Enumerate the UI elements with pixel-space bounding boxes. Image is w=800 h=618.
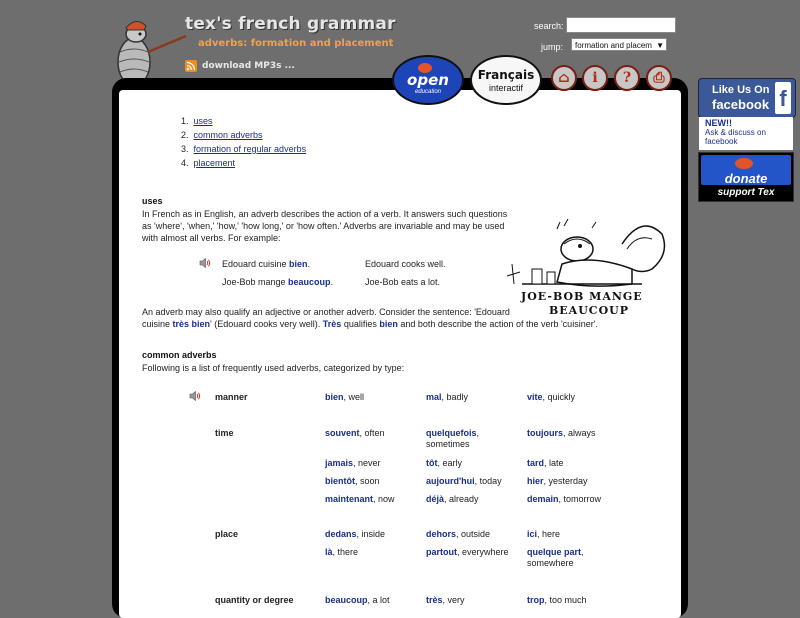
uses-paragraph: In French as in English, an adverb describes the action of a verb. It answers such questions as 'where', 'when,' 'how,' 'how long,' or 'how often.' Adverbs are invariable and may be used with almost all verbs. For example: xyxy=(142,209,508,243)
speaker-icon[interactable] xyxy=(199,258,211,268)
adverb-cell: ici, here xyxy=(527,529,561,539)
adverb-cell: beaucoup, a lot xyxy=(325,595,390,605)
adverb-cell: bien, well xyxy=(325,392,365,402)
adverb-cell: dehors, outside xyxy=(426,529,491,539)
toc-item: 1. uses xyxy=(181,116,213,126)
adverb-cell: dedans, inside xyxy=(325,529,386,539)
chevron-down-icon: ▼ xyxy=(656,41,664,50)
jump-select-value: formation and placem xyxy=(575,41,652,50)
adverb-cell: quelquefois, sometimes xyxy=(426,428,480,449)
facebook-like-button[interactable]: Like Us On facebook f xyxy=(698,78,796,118)
adverb-cell: déjà, already xyxy=(426,494,479,504)
category-manner: manner xyxy=(215,392,248,402)
toc-link-formation[interactable]: formation of regular adverbs xyxy=(193,144,307,154)
adverb-cell: trop, too much xyxy=(527,595,587,605)
example-fr: Edouard cuisine bien. xyxy=(222,259,311,269)
donate-button[interactable]: donate support Tex xyxy=(698,152,794,202)
adverb-cell: souvent, often xyxy=(325,428,385,438)
category-quantity: quantity or degree xyxy=(215,595,294,605)
new-badge: NEW!! xyxy=(705,118,732,128)
search-label: search: xyxy=(534,21,564,31)
home-icon[interactable]: ⌂ xyxy=(551,65,577,91)
adverb-cell: là, there xyxy=(325,547,359,557)
info-icon[interactable]: i xyxy=(582,65,608,91)
adverb-cell: très, very xyxy=(426,595,465,605)
toc-item: 4. placement xyxy=(181,158,236,168)
adverb-cell: hier, yesterday xyxy=(527,476,588,486)
search-input[interactable] xyxy=(566,17,676,33)
content-panel xyxy=(112,78,688,618)
adverb-cell: aujourd'hui, today xyxy=(426,476,502,486)
adverb-cell: bientôt, soon xyxy=(325,476,380,486)
category-place: place xyxy=(215,529,239,539)
adverb-cell: quelque part, somewhere xyxy=(527,547,584,568)
coerll-logo-icon xyxy=(735,158,753,169)
toc-item: 2. common adverbs xyxy=(181,130,263,140)
cartoon-caption: JOE-BOB MANGE xyxy=(521,290,643,303)
facebook-note-text: Ask & discuss on facebook xyxy=(705,128,766,146)
content-area xyxy=(119,90,681,618)
section-heading-common-adverbs: common adverbs xyxy=(142,350,217,360)
print-icon[interactable]: ⎙ xyxy=(646,65,672,91)
help-icon[interactable]: ? xyxy=(614,65,640,91)
adverb-cell: demain, tomorrow xyxy=(527,494,602,504)
adverb-cell: vite, quickly xyxy=(527,392,576,402)
toc-link-placement[interactable]: placement xyxy=(193,158,236,168)
open-education-badge[interactable]: open education xyxy=(392,55,464,105)
rss-icon[interactable] xyxy=(185,60,197,72)
jump-select[interactable] xyxy=(571,38,667,51)
jump-label: jump: xyxy=(541,42,564,52)
adverb-cell: toujours, always xyxy=(527,428,596,438)
adverb-cell: tard, late xyxy=(527,458,564,468)
uses-paragraph-2: An adverb may also qualify an adjective or another adverb. Consider the sentence: 'Edouard cuisine très bien' (Edouard cooks very well). Très qualifies bien and both describe the action of the verb 'cuisiner'. xyxy=(142,307,598,329)
cartoon-caption: BEAUCOUP xyxy=(549,304,630,317)
example-en: Edouard cooks well. xyxy=(365,259,446,269)
section-heading-uses: uses xyxy=(142,196,163,206)
toc-link-common-adverbs[interactable]: common adverbs xyxy=(193,130,263,140)
francais-interactif-badge[interactable]: Français interactif xyxy=(470,55,542,105)
facebook-icon: f xyxy=(775,82,791,114)
example-fr: Joe-Bob mange beaucoup. xyxy=(222,277,334,287)
toc-link-uses[interactable]: uses xyxy=(193,116,213,126)
page-subtitle: adverbs: formation and placement xyxy=(198,38,394,49)
adverb-cell: tôt, early xyxy=(426,458,463,468)
adverb-cell: mal, badly xyxy=(426,392,469,402)
toc-item: 3. formation of regular adverbs xyxy=(181,144,307,154)
category-time: time xyxy=(215,428,234,438)
speaker-icon[interactable] xyxy=(189,391,201,401)
site-title[interactable]: tex's french grammar xyxy=(185,14,396,34)
example-en: Joe-Bob eats a lot. xyxy=(365,277,441,287)
adverb-cell: maintenant, now xyxy=(325,494,395,504)
adverb-cell: jamais, never xyxy=(325,458,381,468)
facebook-note[interactable] xyxy=(699,117,793,150)
common-adverbs-intro: Following is a list of frequently used adverbs, categorized by type: xyxy=(142,363,405,373)
table-of-contents xyxy=(181,116,306,172)
download-mp3s-link[interactable]: download MP3s ... xyxy=(202,61,295,71)
adverb-cell: partout, everywhere xyxy=(426,547,509,557)
